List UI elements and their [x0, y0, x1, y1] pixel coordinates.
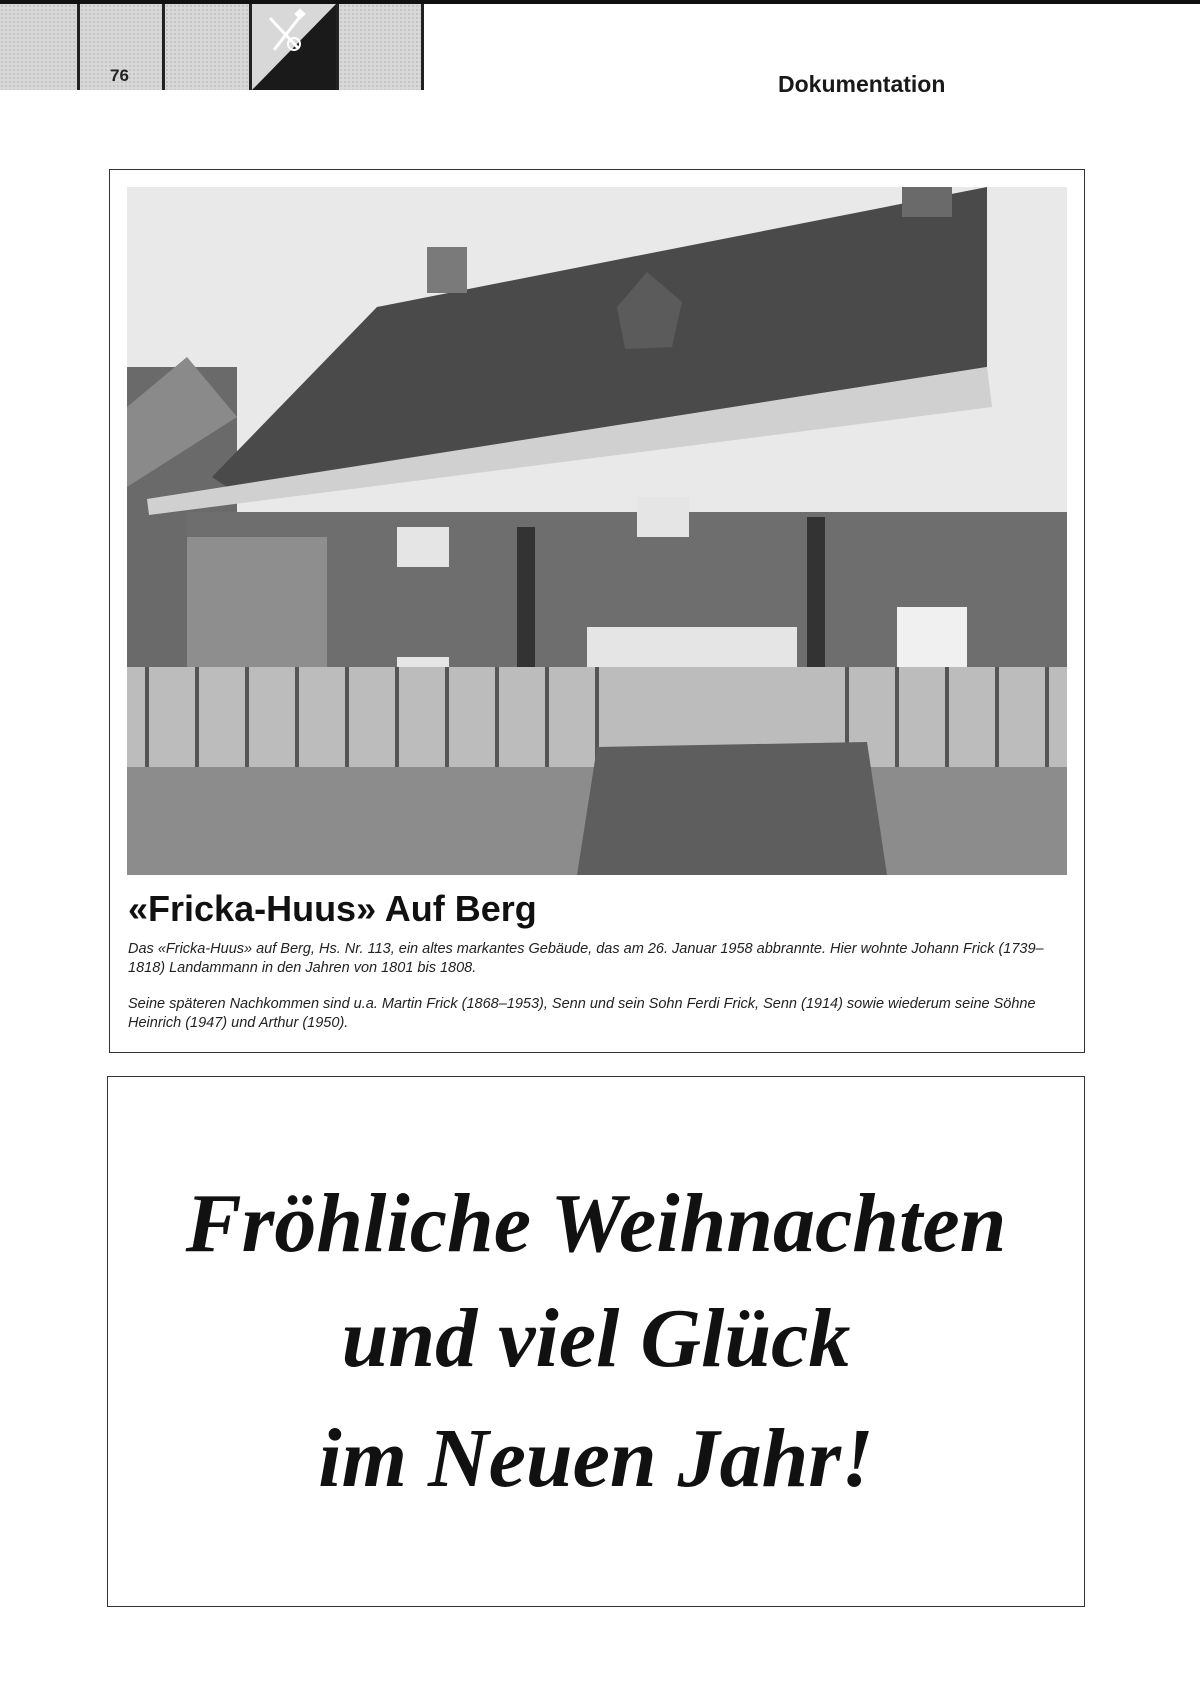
farmhouse-photo	[127, 187, 1067, 875]
header-emblem-cell	[252, 4, 339, 90]
page-number: 76	[110, 66, 129, 85]
greeting-line: und viel Glück	[341, 1292, 851, 1385]
greeting-line: im Neuen Jahr!	[318, 1412, 874, 1505]
photo-caption-paragraph: Das «Fricka-Huus» auf Berg, Hs. Nr. 113, ein altes markantes Gebäude, das am 26. Januar 1958 abbrannte. Hier wohnte Johann Frick (1739–1818) Landammann in den Jahren von 1801 bis 1808.	[128, 941, 1044, 976]
photo-caption-paragraph: Seine späteren Nachkommen sind u.a. Martin Frick (1868–1953), Senn und sein Sohn Ferdi Frick, Senn (1914) sowie wiederum seine Söhne Heinrich (1947) und Arthur (1950).	[128, 996, 1036, 1031]
header-cell	[165, 4, 252, 90]
photo-title: «Fricka-Huus» Auf Berg	[128, 888, 537, 929]
header-cell	[339, 4, 424, 90]
greeting-line: Fröhliche Weihnachten	[185, 1177, 1007, 1270]
header-strip	[0, 4, 424, 90]
crossed-tools-icon	[252, 4, 336, 90]
section-label: Dokumentation	[778, 71, 946, 97]
header-cell	[0, 4, 80, 90]
